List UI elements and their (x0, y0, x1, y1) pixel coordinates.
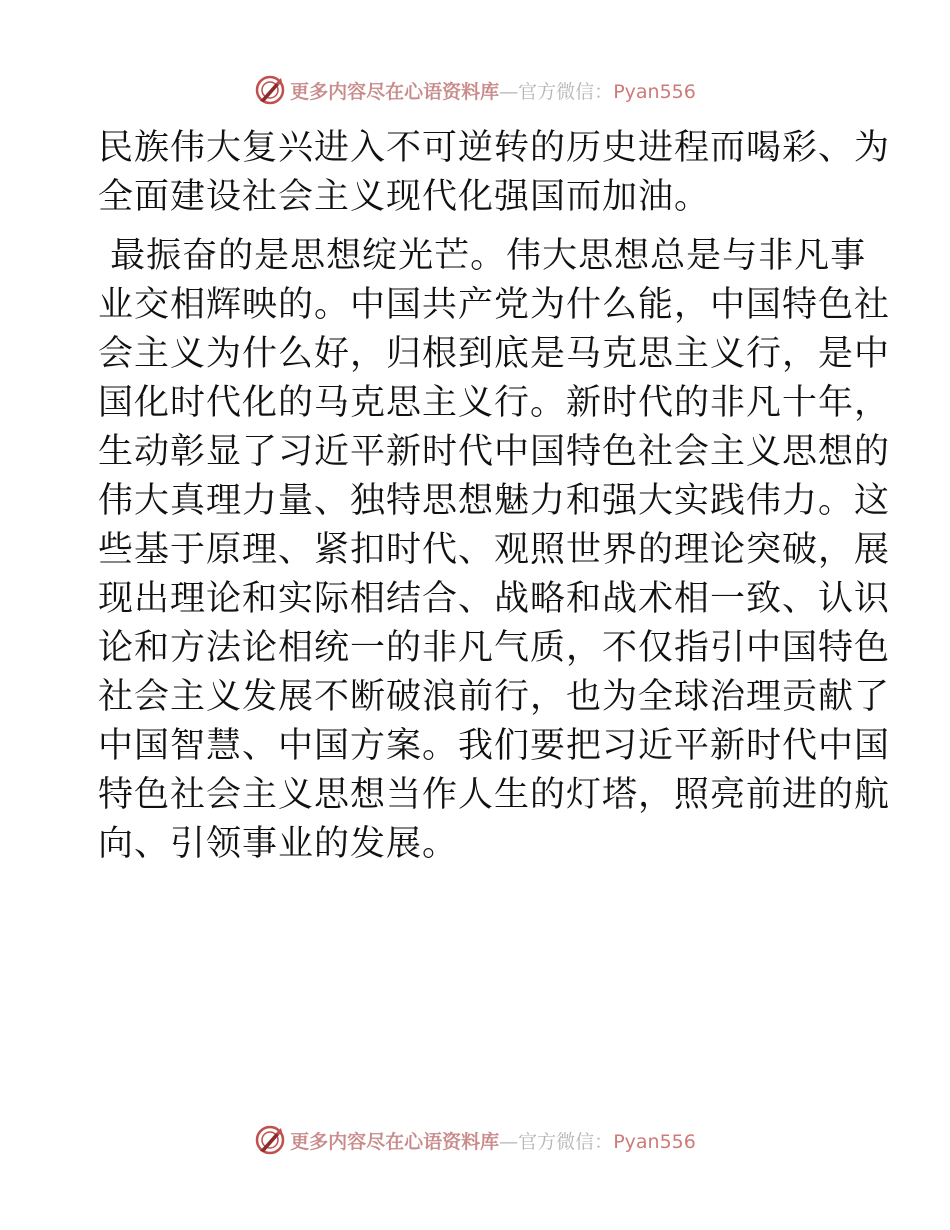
watermark-separator: — (499, 80, 519, 103)
watermark-brand: 更多内容尽在心语资料库 (290, 80, 500, 103)
text-line: 中国智慧、中国方案。我们要把习近平新时代中国 (98, 726, 891, 766)
watermark-text (290, 1127, 696, 1154)
document-body (98, 124, 891, 869)
watermark-separator: — (499, 1130, 519, 1153)
text-line: 会主义为什么好，归根到底是马克思主义行，是中 (98, 334, 891, 374)
text-line: 社会主义发展不断破浪前行，也为全球治理贡献了 (98, 677, 891, 717)
text-line: 伟大真理力量、独特思想魅力和强大实践伟力。这 (98, 481, 891, 521)
watermark-wechat-id: Pyan556 (613, 80, 696, 103)
watermark-label: 官方微信： (518, 1130, 614, 1153)
quill-logo-icon (254, 74, 286, 106)
text-line: 现出理论和实际相结合、战略和战术相一致、认识 (98, 579, 891, 619)
watermark-text (290, 77, 696, 104)
text-line: 些基于原理、紧扣时代、观照世界的理论突破，展 (98, 530, 891, 570)
text-line: 民族伟大复兴进入不可逆转的历史进程而喝彩、为 (98, 128, 891, 168)
text-line: 向、引领事业的发展。 (98, 824, 459, 864)
header-watermark (0, 70, 950, 110)
footer-watermark (0, 1120, 950, 1160)
quill-logo-icon (254, 1124, 286, 1156)
text-line: 特色社会主义思想当作人生的灯塔，照亮前进的航 (98, 775, 891, 815)
text-line: 生动彰显了习近平新时代中国特色社会主义思想的 (98, 432, 891, 472)
paragraph-1 (98, 124, 891, 222)
watermark-brand: 更多内容尽在心语资料库 (290, 1130, 500, 1153)
text-line: 最振奋的是思想绽光芒。伟大思想总是与非凡事 (98, 236, 867, 276)
text-line: 论和方法论相统一的非凡气质，不仅指引中国特色 (98, 628, 891, 668)
text-line: 全面建设社会主义现代化强国而加油。 (98, 177, 711, 217)
paragraph-2 (98, 232, 891, 869)
text-line: 业交相辉映的。中国共产党为什么能，中国特色社 (98, 285, 891, 325)
text-line: 国化时代化的马克思主义行。新时代的非凡十年， (98, 383, 891, 423)
watermark-wechat-id: Pyan556 (613, 1130, 696, 1153)
watermark-label: 官方微信： (518, 80, 614, 103)
